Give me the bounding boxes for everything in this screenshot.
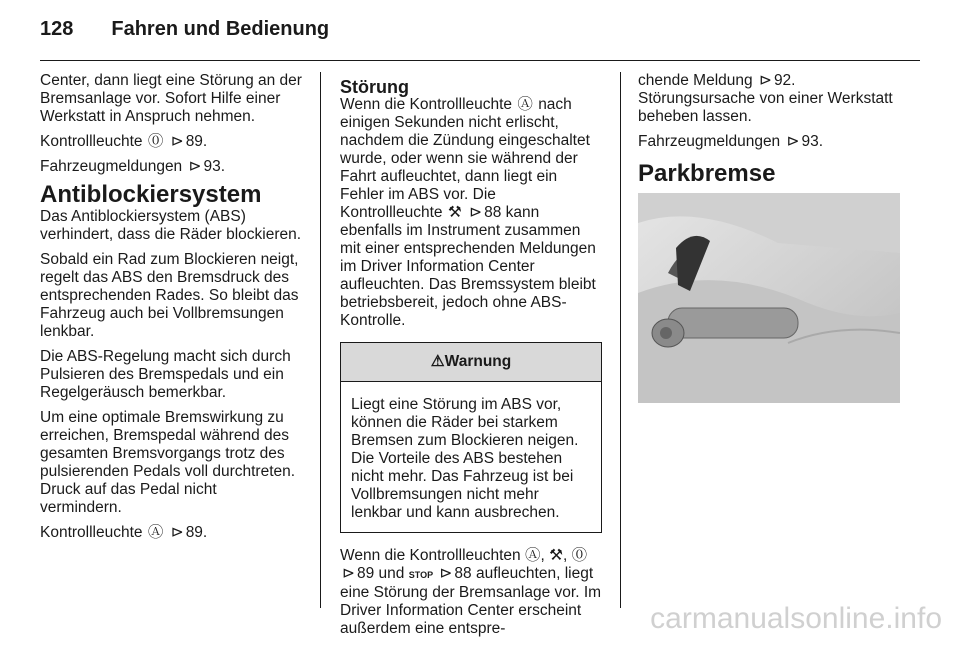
header-rule xyxy=(40,60,920,61)
page-ref-arrow-icon: ⊳ xyxy=(342,565,355,582)
text: Kontrollleuchte xyxy=(40,133,143,150)
page-ref: 88 xyxy=(454,565,472,582)
warning-title: Warnung xyxy=(444,353,512,370)
warning-box xyxy=(340,342,602,533)
subsection-heading: Störung xyxy=(340,77,409,97)
section-heading: Parkbremse xyxy=(638,160,776,187)
paragraph: Center, dann liegt eine Störung an der Bremsanlage vor. Sofort Hilfe einer Werkstatt in Anspruch nehmen. xyxy=(40,72,302,125)
page-ref: 93. xyxy=(801,133,824,150)
text: kann ebenfalls im Instrument zusammen mit einer entsprechenden Meldungen im Driver Information Center aufleuchten. Das Bremssystem bleibt betriebsbereit, jedoch ohne ABS-Kontrolle. xyxy=(340,204,596,329)
text: aufleuchten, liegt eine Störung der Bremsanlage vor. Im Driver Information Center erscheint außerdem eine entspre- xyxy=(340,565,602,637)
stop-icon: STOP xyxy=(408,570,434,580)
abs-icon: Ⓐ xyxy=(524,547,541,564)
page-ref: 89. xyxy=(185,133,208,150)
paragraph: Um eine optimale Bremswirkung zu erreichen, Bremspedal während des gesamten Bremsvorgangs trotz des pulsierenden Pedals voll durchtreten. Druck auf das Pedal nicht vermindern. xyxy=(40,409,296,516)
paragraph xyxy=(638,133,900,151)
page-number: 128 xyxy=(40,18,74,40)
page-ref: 88 xyxy=(484,204,502,221)
page-ref: 93. xyxy=(203,158,226,175)
text: Fahrzeugmeldungen xyxy=(40,158,183,175)
wrench-icon: ⚒ xyxy=(549,547,564,564)
paragraph xyxy=(40,158,302,176)
page-ref-arrow-icon: ⊳ xyxy=(469,204,483,221)
column-divider xyxy=(320,72,321,608)
wrench-icon: ⚒ xyxy=(447,204,462,221)
page-ref: 92. xyxy=(773,72,796,89)
abs-icon: Ⓐ xyxy=(517,96,533,113)
paragraph: Das Antiblockiersystem (ABS) verhindert, dass die Räder blockieren. xyxy=(40,208,302,243)
paragraph xyxy=(40,133,302,151)
column-divider xyxy=(620,72,621,608)
brake-warning-icon: ⓪ xyxy=(147,133,164,150)
warning-header xyxy=(341,343,601,382)
chapter-title: Fahren und Bedienung xyxy=(111,18,330,40)
column-3 xyxy=(638,72,900,408)
warning-text: Liegt eine Störung im ABS vor, können die Räder bei starkem Bremsen zum Blockieren neigen. Die Vorteile des ABS bestehen nicht mehr. Das Fahrzeug ist bei Vollbremsungen nicht mehr lenkbar und kann ausbrechen. xyxy=(351,396,579,521)
page-ref-arrow-icon: ⊳ xyxy=(439,565,453,582)
brake-warning-icon: ⓪ xyxy=(571,547,588,564)
page-ref-arrow-icon: ⊳ xyxy=(188,158,202,175)
abs-icon: Ⓐ xyxy=(147,524,164,541)
paragraph xyxy=(340,96,602,330)
watermark: carmanualsonline.info xyxy=(650,602,942,635)
page-ref-arrow-icon: ⊳ xyxy=(786,133,800,150)
text: Kontrollleuchte xyxy=(40,524,143,541)
text: Wenn die Kontrollleuchte xyxy=(340,96,513,113)
text: Wenn die Kontrollleuchten xyxy=(340,547,521,564)
column-1 xyxy=(40,72,302,549)
text: Störungsursache von einer Werkstatt beheben lassen. xyxy=(638,90,893,125)
page-ref: 89 und xyxy=(357,565,405,582)
page-ref-arrow-icon: ⊳ xyxy=(170,133,184,150)
page-ref-arrow-icon: ⊳ xyxy=(758,72,772,89)
text: Fahrzeugmeldungen xyxy=(638,133,781,150)
page-ref-arrow-icon: ⊳ xyxy=(170,524,184,541)
page-header xyxy=(40,18,329,41)
warning-icon: ⚠ xyxy=(430,353,445,370)
paragraph xyxy=(40,524,302,542)
text: chende Meldung xyxy=(638,72,753,89)
paragraph: Wenn die Kontrollleuchten Ⓐ, ⚒, ⓪ ⊳ 89 und STOP ⊳ 88 aufleuchten, liegt eine Störung der Bremsanlage vor. Im Driver Information Center erscheint außerdem eine entspre- xyxy=(340,547,602,637)
section-heading: Antiblockiersystem xyxy=(40,181,262,208)
text: nach einigen Sekunden nicht erlischt, nachdem die Zündung eingeschaltet wurde, oder wenn sie während der Fahrt aufleuchtet, dann liegt ein Fehler im ABS vor. Die Kontrollleuchte xyxy=(340,96,590,221)
paragraph xyxy=(638,72,900,126)
paragraph: Sobald ein Rad zum Blockieren neigt, regelt das ABS den Bremsdruck des entsprechenden Rades. So bleibt das Fahrzeug auch bei Vollbremsungen lenkbar. xyxy=(40,251,299,340)
column-2 xyxy=(340,72,602,645)
paragraph: Die ABS-Regelung macht sich durch Pulsieren des Bremspedals und ein Regelgeräusch bemerkbar. xyxy=(40,348,291,401)
page-ref: 89. xyxy=(185,524,208,541)
parking-brake-illustration xyxy=(638,193,900,403)
